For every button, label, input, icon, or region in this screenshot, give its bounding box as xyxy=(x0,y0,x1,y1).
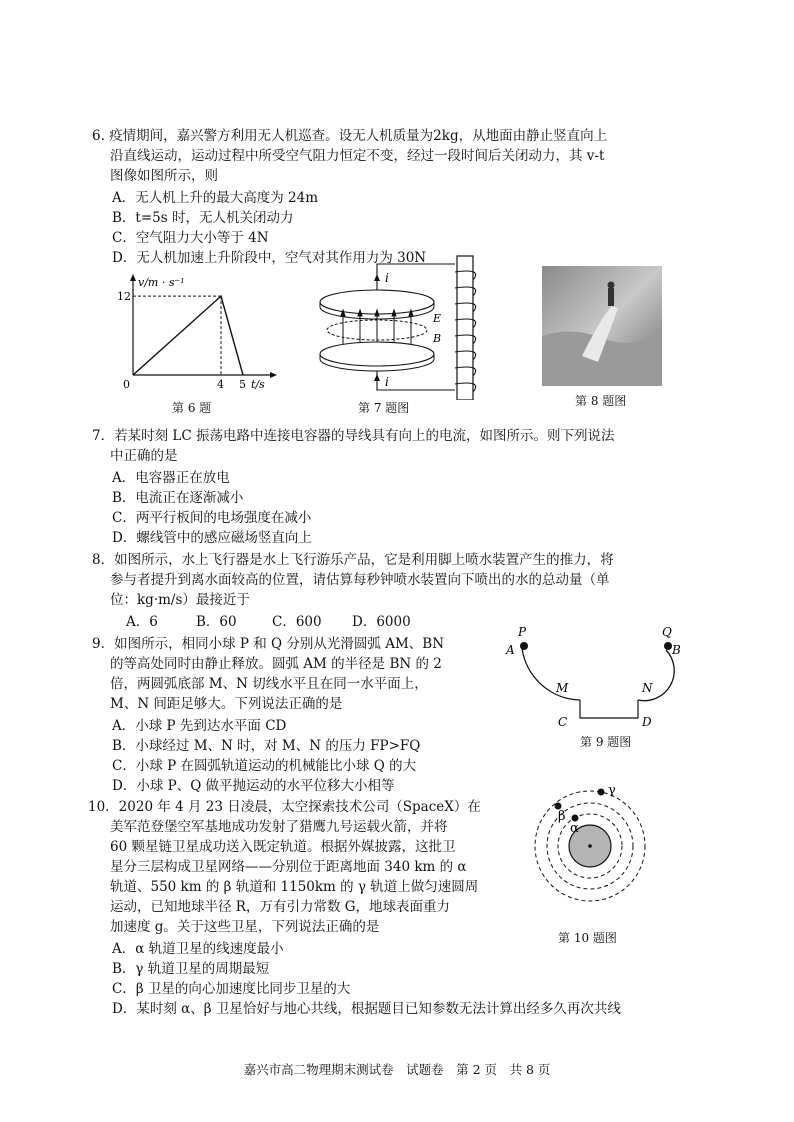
fig9-arc-tracks xyxy=(500,620,700,732)
q9-line-2: 的等高处同时由静止释放。圆弧 AM 的半径是 BN 的 2 xyxy=(110,656,442,672)
q6-line-1: 6. 疫情期间，嘉兴警方利用无人机巡查。设无人机质量为2kg，从地面由静止竖直向上 xyxy=(92,128,608,144)
fig10-orbits xyxy=(528,776,658,916)
q8-option-b: B．60 xyxy=(196,614,237,630)
fig6-axes xyxy=(130,274,277,378)
q8-line-2: 参与者提升到离水面较高的位置，请估算每秒钟喷水装置向下喷出的水的总动量（单 xyxy=(110,572,610,588)
q10-line-5: 轨道、550 km 的 β 轨道和 1150km 的 γ 轨道上做匀速圆周 xyxy=(110,879,479,895)
svg-text:P: P xyxy=(518,625,527,639)
q7-option-c: C．两平行板间的电场强度在减小 xyxy=(112,510,312,526)
fig9-ball-q xyxy=(664,642,672,650)
q10-line-1: 10．2020 年 4 月 23 日凌晨，太空探索技术公司（SpaceX）在 xyxy=(88,799,481,815)
fig7-lc-circuit xyxy=(305,250,490,400)
q6-option-c: C．空气阻力大小等于 4N xyxy=(112,230,269,246)
svg-text:B: B xyxy=(433,332,442,345)
q9-option-c: C．小球 P 在圆弧轨道运动的机械能比小球 Q 的大 xyxy=(112,758,417,774)
fig6-xlabel: t/s xyxy=(251,378,265,391)
q8-line-1: 8．如图所示，水上飞行器是水上飞行游乐产品，它是利用脚上喷水装置产生的推力，将 xyxy=(92,552,614,568)
page-footer: 嘉兴市高二物理期末测试卷 试题卷 第 2 页 共 8 页 xyxy=(243,1062,551,1077)
svg-text:γ: γ xyxy=(608,783,616,798)
svg-text:M: M xyxy=(556,681,569,695)
fig6-xtick-4: 4 xyxy=(217,378,224,391)
svg-text:C: C xyxy=(558,715,568,729)
svg-text:i: i xyxy=(385,271,389,285)
q6-line-2: 沿直线运动，运动过程中所受空气阻力恒定不变，经过一段时间后关闭动力，其 v-t xyxy=(110,148,605,164)
q6-option-a: A．无人机上升的最大高度为 24m xyxy=(112,190,319,206)
q9-option-a: A．小球 P 先到达水平面 CD xyxy=(112,718,287,734)
q9-option-b: B．小球经过 M、N 时，对 M、N 的压力 FP>FQ xyxy=(112,738,421,754)
q9-line-1: 9．如图所示，相同小球 P 和 Q 分别从光滑圆弧 AM、BN xyxy=(92,636,445,652)
q10-line-7: 加速度 g。关于这些卫星，下列说法正确的是 xyxy=(110,919,380,935)
fig6-ylabel: v/m · s⁻¹ xyxy=(138,276,185,289)
fig9-caption: 第 9 题图 xyxy=(580,735,632,749)
q6-option-b: B．t=5s 时，无人机关闭动力 xyxy=(112,210,294,226)
fig9-ground xyxy=(580,700,638,718)
fig6-xtick-5: 5 xyxy=(239,378,246,391)
svg-text:α: α xyxy=(570,821,579,836)
q10-option-b: B．γ 轨道卫星的周期最短 xyxy=(112,961,270,977)
fig9-arc-am xyxy=(522,648,580,700)
q7-line-2: 中正确的是 xyxy=(110,448,178,464)
q7-option-b: B．电流正在逐渐减小 xyxy=(112,490,244,506)
svg-text:A: A xyxy=(506,643,515,657)
q7-line-1: 7．若某时刻 LC 振荡电路中连接电容器的导线具有向上的电流，如图所示。则下列说法 xyxy=(92,428,615,444)
fig6-ytick-12: 12 xyxy=(117,290,131,304)
q8-option-d: D．6000 xyxy=(352,614,411,630)
q8-option-a: A．6 xyxy=(126,614,158,630)
fig8-caption: 第 8 题图 xyxy=(575,394,627,408)
q7-option-a: A．电容器正在放电 xyxy=(112,470,230,486)
q9-option-d: D．小球 P、Q 做平抛运动的水平位移大小相等 xyxy=(112,778,395,794)
fig8-rider xyxy=(608,288,614,306)
q10-option-a: A．α 轨道卫星的线速度最小 xyxy=(112,941,284,957)
fig6-vt-chart xyxy=(108,270,278,400)
fig6-series-line xyxy=(133,296,243,375)
q9-line-4: M、N 间距足够大。下列说法正确的是 xyxy=(110,696,343,712)
fig7-caption: 第 7 题图 xyxy=(358,401,410,415)
svg-text:E: E xyxy=(433,312,442,325)
q6-option-d: D．无人机加速上升阶段中，空气对其作用力为 30N xyxy=(112,250,427,266)
svg-text:N: N xyxy=(642,681,653,695)
q10-line-2: 美军范登堡空军基地成功发射了猎鹰九号运载火箭，并将 xyxy=(110,819,448,835)
fig6-x-arrow xyxy=(270,372,277,378)
fig6-y-arrow xyxy=(130,274,136,281)
fig8-photo xyxy=(542,266,662,386)
q10-line-6: 运动，已知地球半径 R，万有引力常数 G，地球表面重力 xyxy=(110,899,451,915)
fig10-sat-gamma xyxy=(598,789,605,796)
q6-line-3: 图像如图所示，则 xyxy=(110,168,218,184)
svg-text:Q: Q xyxy=(662,625,672,639)
q10-option-c: C．β 卫星的向心加速度比同步卫星的大 xyxy=(112,981,351,997)
svg-text:i: i xyxy=(385,375,389,389)
q8-option-c: C．600 xyxy=(272,614,322,630)
fig7-solenoid xyxy=(457,256,473,400)
svg-text:β: β xyxy=(558,809,566,824)
q10-line-3: 60 颗星链卫星成功送入既定轨道。根据外媒披露，这批卫 xyxy=(110,839,456,855)
svg-text:D: D xyxy=(642,715,652,729)
fig7-bottom-plate xyxy=(320,342,434,366)
q10-line-4: 星分三层构成卫星网络——分别位于距离地面 340 km 的 α xyxy=(110,859,467,875)
q10-option-d: D．某时刻 α、β 卫星恰好与地心共线，根据题目已知参数无法计算出经多久再次共线 xyxy=(112,1001,621,1017)
svg-text:B: B xyxy=(672,643,681,657)
fig9-ball-p xyxy=(520,642,528,650)
q7-option-d: D．螺线管中的感应磁场竖直向上 xyxy=(112,530,312,546)
q8-line-3: 位：kg·m/s）最接近于 xyxy=(110,592,250,608)
fig6-xtick-0: 0 xyxy=(123,378,130,391)
fig10-caption: 第 10 题图 xyxy=(558,931,617,945)
q9-line-3: 倍，两圆弧底部 M、N 切线水平且在同一水平面上， xyxy=(110,676,428,692)
fig6-caption: 第 6 题 xyxy=(172,401,212,415)
